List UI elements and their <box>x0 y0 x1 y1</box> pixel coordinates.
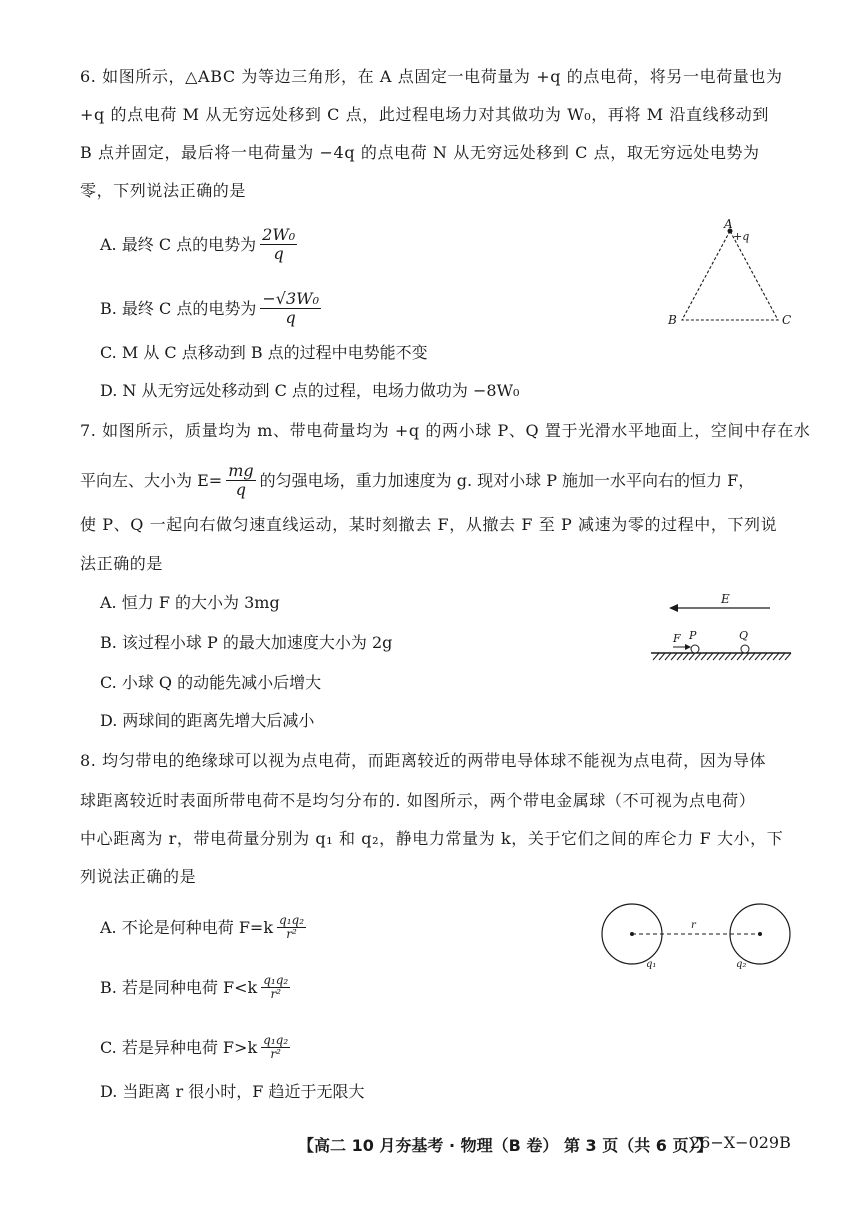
fraction-numerator: q₁q₂ <box>263 1033 289 1047</box>
q8-stem-line-2: 球距离较近时表面所带电荷不是均匀分布的. 如图所示，两个带电金属球（不可视为点电荷） <box>80 791 756 810</box>
figure-label-a: A <box>724 218 733 231</box>
figure-label-r: r <box>691 920 696 931</box>
page-footer-code: 26−X−029B <box>690 1133 791 1152</box>
figure-label-f: F <box>673 632 681 645</box>
q8-option-c[interactable] <box>100 1034 292 1061</box>
q6-option-c[interactable]: C. M 从 C 点移动到 B 点的过程中电势能不变 <box>100 343 428 362</box>
q6-option-b-fraction <box>260 290 321 327</box>
q7-stem-line-2-post: 的匀强电场，重力加速度为 g. 现对小球 P 施加一水平向右的恒力 F， <box>259 470 755 490</box>
q7-field-figure <box>645 592 795 664</box>
q7-option-b[interactable]: B. 该过程小球 P 的最大加速度大小为 2g <box>100 633 393 652</box>
q6-stem-line-4: 零，下列说法正确的是 <box>80 181 247 200</box>
fraction-denominator: q <box>235 480 247 499</box>
page-footer-title: 【高二 10 月夯基考 · 物理（B 卷） 第 3 页（共 6 页）】 <box>298 1136 713 1155</box>
q8-option-c-text: C. 若是异种电荷 F>k <box>100 1037 258 1057</box>
figure-label-q1: q₁ <box>646 959 657 970</box>
figure-label-p: P <box>689 629 697 642</box>
q8-option-b[interactable] <box>100 974 292 1001</box>
q6-option-a[interactable] <box>100 226 299 263</box>
q6-stem-line-3: B 点并固定，最后将一电荷量为 −4q 的点电荷 N 从无穷远处移到 C 点，取无穷远处电势为 <box>80 143 760 162</box>
q8-stem-line-3: 中心距离为 r，带电荷量分别为 q₁ 和 q₂，静电力常量为 k，关于它们之间的库仑力 F 大小，下 <box>80 829 784 848</box>
fraction-denominator: q <box>273 244 284 263</box>
q7-stem-line-2-pre: 平向左、大小为 E= <box>80 470 223 490</box>
q8-option-d[interactable]: D. 当距离 r 很小时，F 趋近于无限大 <box>100 1082 365 1101</box>
fraction-numerator: −√3W₀ <box>262 289 319 308</box>
q8-stem-line-1: 8. 均匀带电的绝缘球可以视为点电荷，而距离较近的两带电导体球不能视为点电荷，因为导体 <box>80 751 767 770</box>
q7-stem-line-4: 法正确的是 <box>80 554 164 573</box>
figure-label-q2: q₂ <box>736 959 747 970</box>
q6-stem-line-1: 6. 如图所示，△ABC 为等边三角形，在 A 点固定一电荷量为 +q 的点电荷，将另一电荷量也为 <box>80 67 783 86</box>
fraction-numerator: q₁q₂ <box>279 913 305 927</box>
q7-stem-line-2 <box>80 462 754 499</box>
figure-label-q: Q <box>739 629 749 642</box>
figure-label-c: C <box>782 313 792 327</box>
q6-option-b[interactable] <box>100 290 323 327</box>
fraction-numerator: q₁q₂ <box>263 973 289 987</box>
q7-option-a[interactable]: A. 恒力 F 的大小为 3mg <box>100 593 280 612</box>
fraction-numerator: 2W₀ <box>262 225 296 244</box>
q6-option-a-fraction <box>260 226 297 263</box>
q8-option-b-fraction <box>261 974 290 1001</box>
q6-option-b-text: B. 最终 C 点的电势为 <box>100 298 257 318</box>
q6-stem-line-2: +q 的点电荷 M 从无穷远处移到 C 点，此过程电场力对其做功为 W₀，再将 M 沿直线移动到 <box>80 105 770 124</box>
fraction-denominator: r² <box>270 987 281 1001</box>
figure-label-charge: +q <box>733 230 750 243</box>
q7-option-c[interactable]: C. 小球 Q 的动能先减小后增大 <box>100 673 322 692</box>
q8-stem-line-4: 列说法正确的是 <box>80 867 197 886</box>
q6-option-d[interactable]: D. N 从无穷远处移动到 C 点的过程，电场力做功为 −8W₀ <box>100 381 520 400</box>
q8-option-a-text: A. 不论是何种电荷 F=k <box>100 917 274 937</box>
q6-triangle-figure <box>660 218 800 333</box>
q7-stem-line-3: 使 P、Q 一起向右做匀速直线运动，某时刻撤去 F，从撤去 F 至 P 减速为零的过程中，下列说 <box>80 515 778 534</box>
figure-label-e: E <box>721 592 730 606</box>
fraction-denominator: q <box>285 308 296 327</box>
q8-option-c-fraction <box>261 1034 290 1061</box>
q8-option-a-fraction <box>277 914 306 941</box>
q7-stem-line-1: 7. 如图所示，质量均为 m、带电荷量均为 +q 的两小球 P、Q 置于光滑水平地面上，空间中存在水 <box>80 421 811 440</box>
fraction-denominator: r² <box>286 927 297 941</box>
fraction-numerator: mg <box>228 461 254 480</box>
q7-option-d[interactable]: D. 两球间的距离先增大后减小 <box>100 711 315 730</box>
q8-option-b-text: B. 若是同种电荷 F<k <box>100 977 258 997</box>
figure-label-b: B <box>668 313 677 327</box>
q8-option-a[interactable] <box>100 914 308 941</box>
q7-field-fraction <box>226 462 255 499</box>
q8-spheres-figure <box>596 900 796 976</box>
q6-option-a-text: A. 最终 C 点的电势为 <box>100 234 257 254</box>
fraction-denominator: r² <box>270 1047 281 1061</box>
